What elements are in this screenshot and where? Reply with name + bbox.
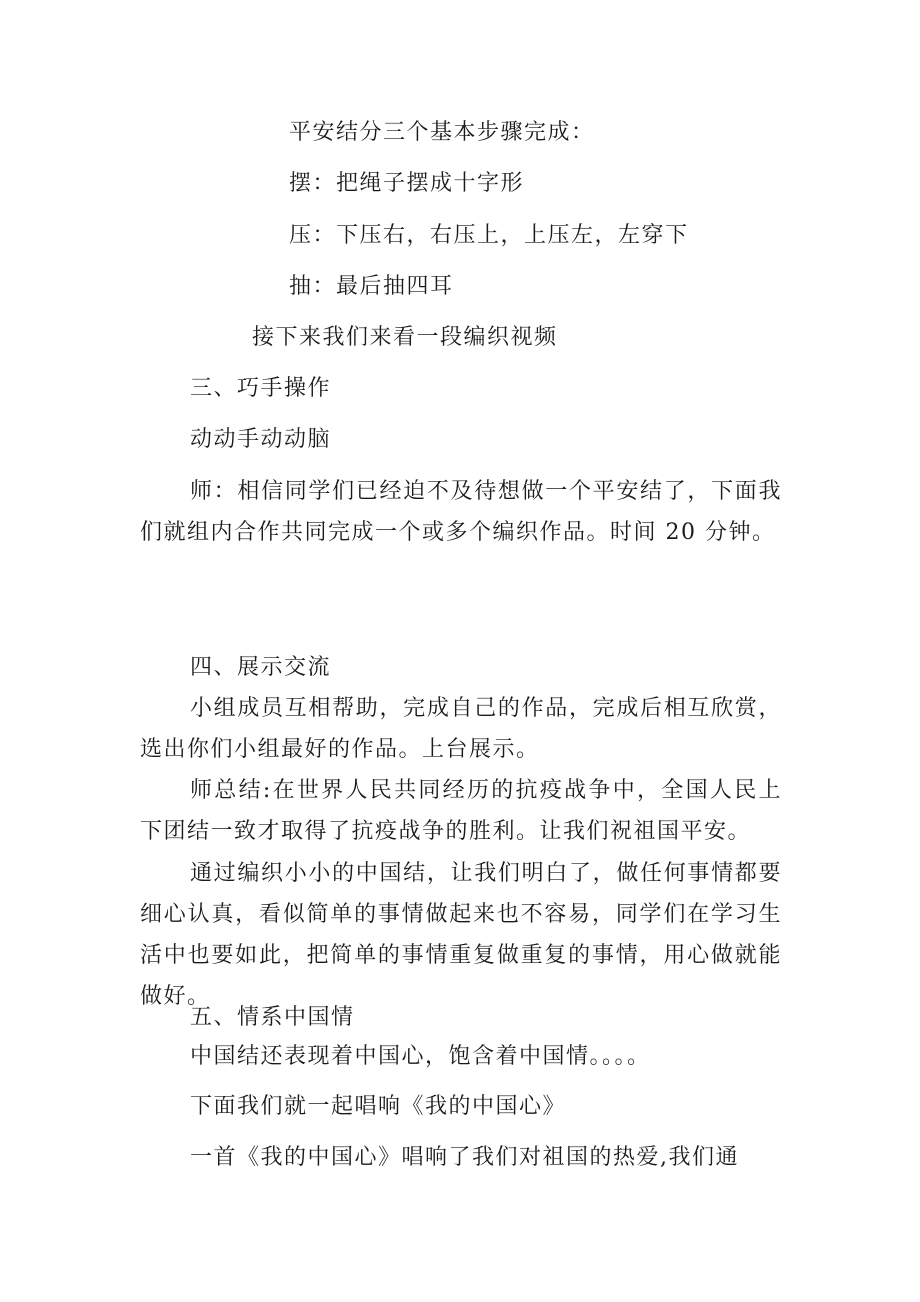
section5-sing-line: 下面我们就一起唱响《我的中国心》 (190, 1094, 567, 1119)
section4-heading: 四、展示交流 (190, 655, 332, 680)
step-chou: 抽：最后抽四耳 (289, 274, 454, 299)
video-intro: 接下来我们来看一段编织视频 (252, 325, 558, 350)
step-ya: 压：下压右，右压上，上压左，左穿下 (289, 223, 689, 248)
section5-heart-line: 中国结还表现着中国心，饱含着中国情。。。。 (190, 1044, 651, 1069)
section3-subheading: 动动手动动脑 (190, 427, 332, 452)
section5-heading: 五、情系中国情 (190, 1005, 355, 1030)
section3-heading: 三、巧手操作 (190, 376, 332, 401)
steps-intro: 平安结分三个基本步骤完成： (289, 120, 595, 145)
section4-lesson-paragraph: 通过编织小小的中国结，让我们明白了，做任何事情都要细心认真，看似简单的事情做起来也不容易，同学们在学习生活中也要如此，把简单的事情重复做重复的事情，用心做就能做好。 (140, 861, 782, 1009)
section3-teacher-paragraph: 师：相信同学们已经迫不及待想做一个平安结了，下面我们就组内合作共同完成一个或多个编织作品。时间 20 分钟。 (140, 479, 782, 545)
section4-summary-paragraph: 师总结:在世界人民共同经历的抗疫战争中，全国人民上下团结一致才取得了抗疫战争的胜利。让我们祝祖国平安。 (140, 778, 782, 844)
section5-closing-line: 一首《我的中国心》唱响了我们对祖国的热爱,我们通 (190, 1145, 739, 1170)
step-bai: 摆：把绳子摆成十字形 (289, 171, 525, 196)
section4-groups-paragraph: 小组成员互相帮助，完成自己的作品，完成后相互欣赏，选出你们小组最好的作品。上台展示。 (140, 696, 782, 762)
